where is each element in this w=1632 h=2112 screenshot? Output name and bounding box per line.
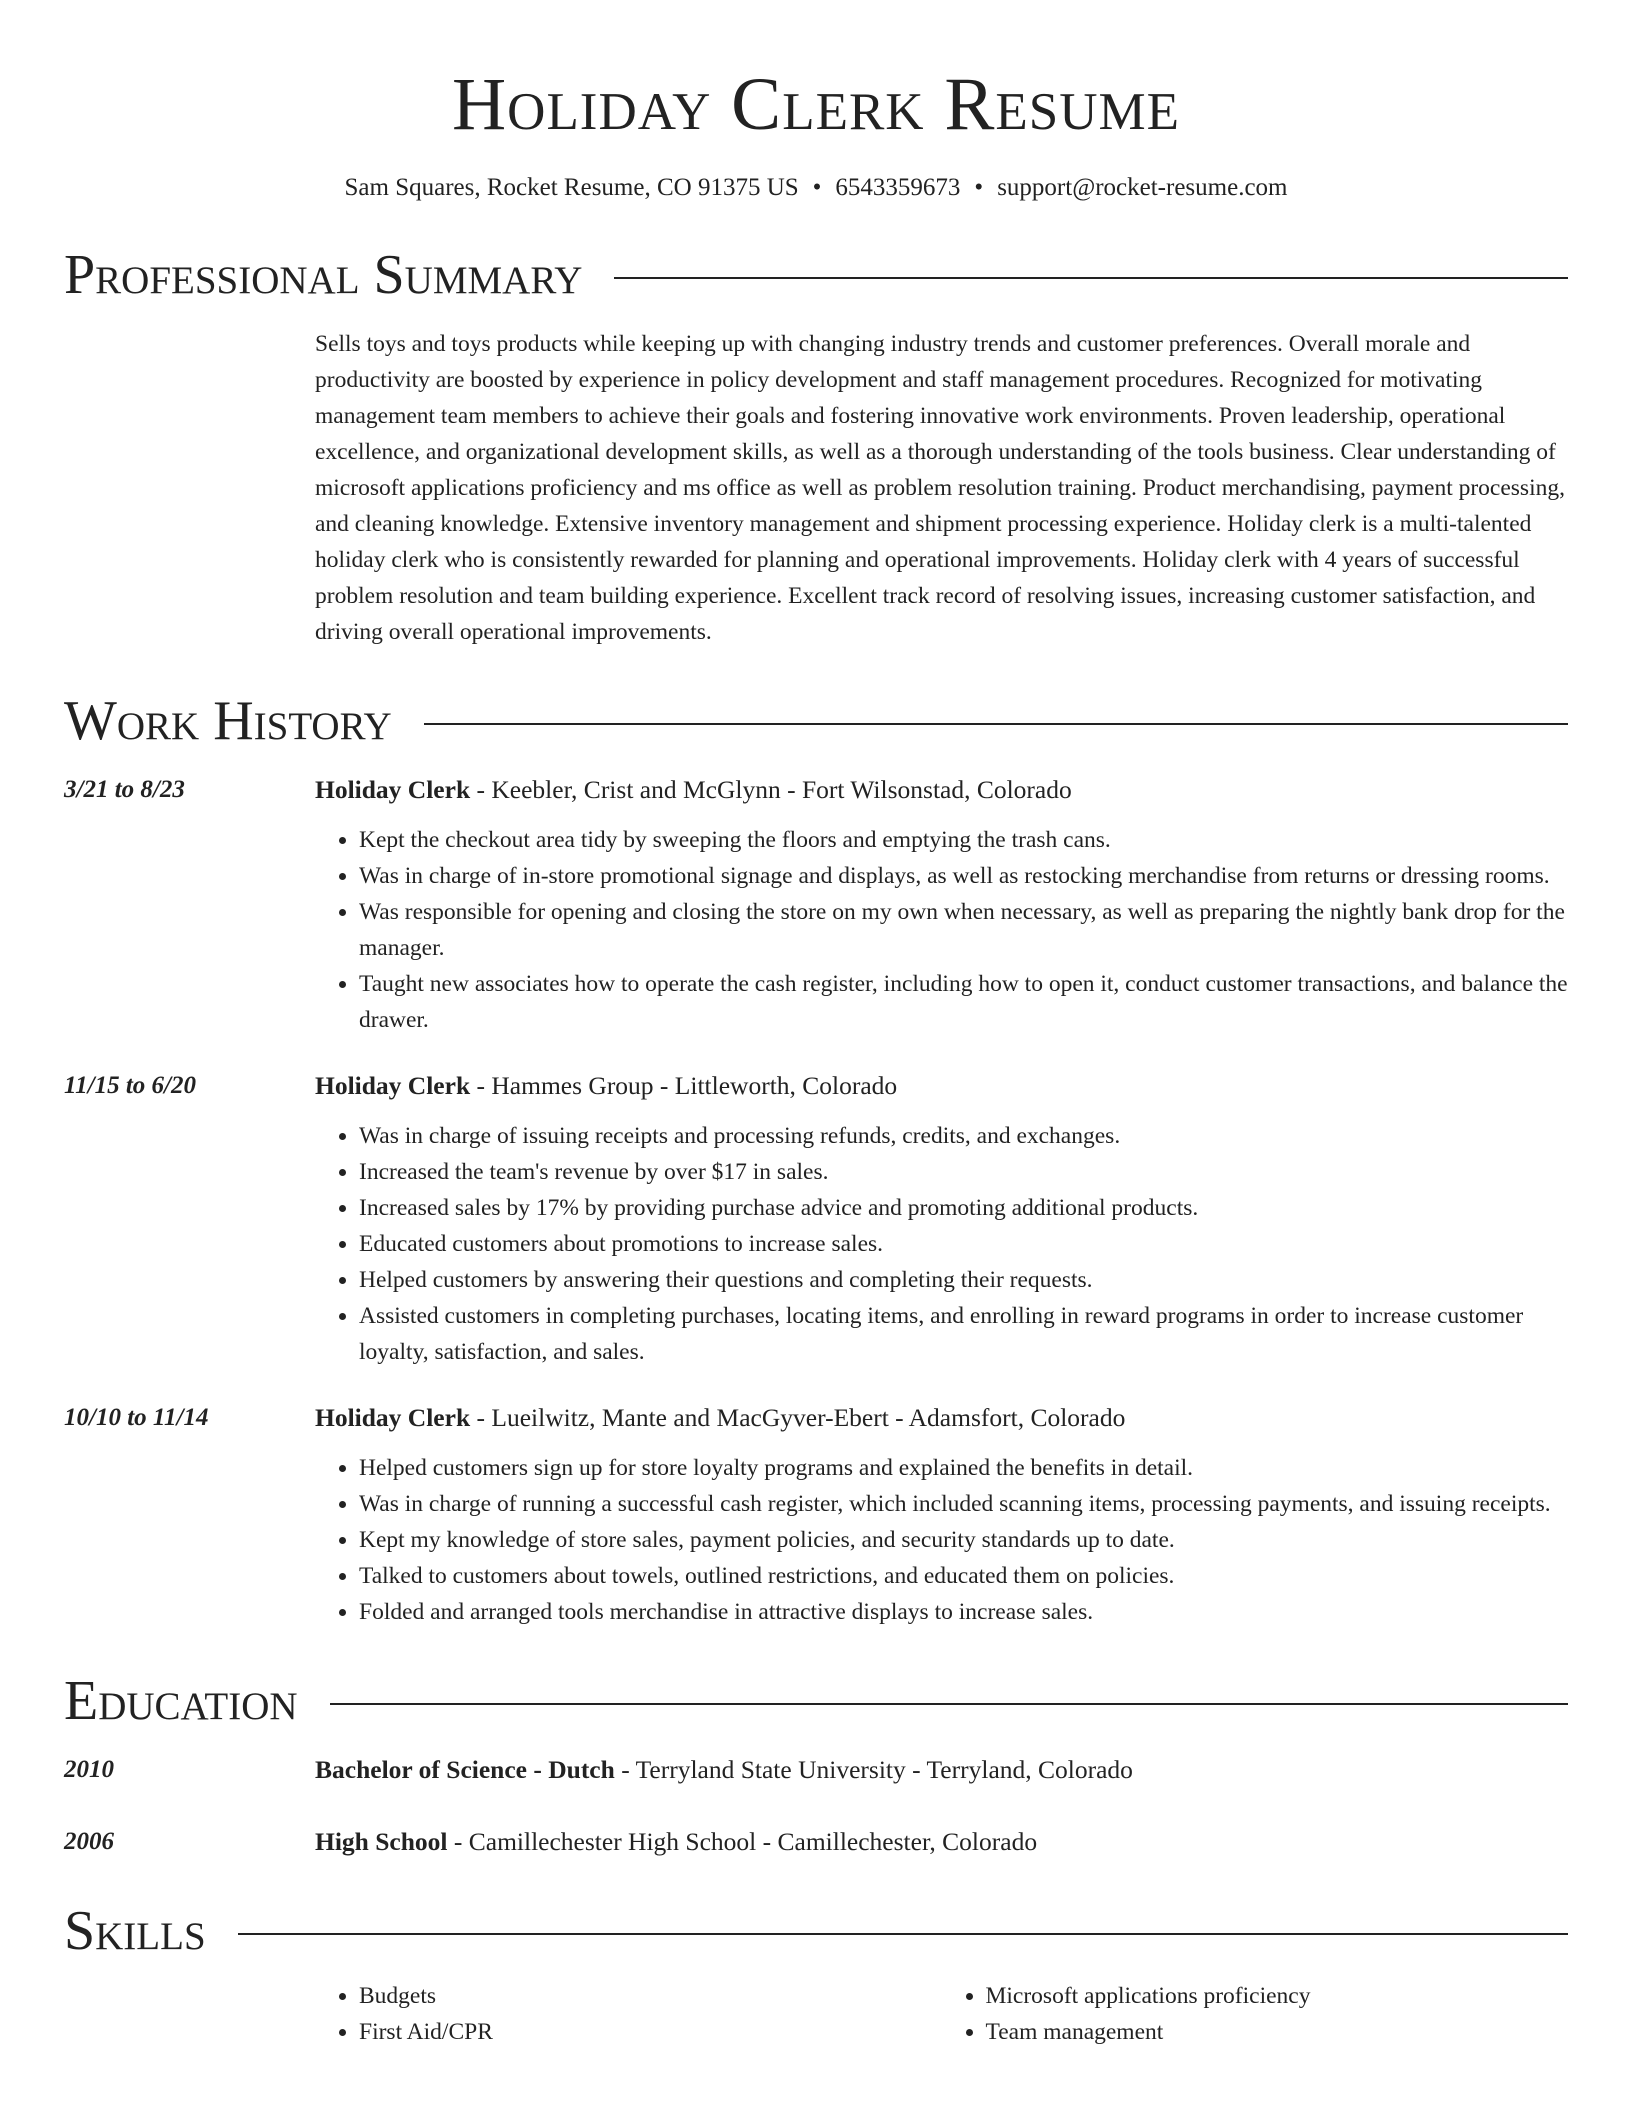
job-dates: 11/15 to 6/20 xyxy=(64,1072,196,1099)
job-bullet: • Kept my knowledge of store sales, payment policies, and security standards up to date. xyxy=(359,1522,1568,1558)
job-bullets xyxy=(315,1118,1568,1370)
section-title-education: Education xyxy=(64,1670,298,1732)
contact-email: support@rocket-resume.com xyxy=(997,174,1288,201)
job-body xyxy=(315,1400,1568,1630)
section-title-skills: Skills xyxy=(64,1900,206,1962)
skills-column-right xyxy=(942,1978,1569,2050)
education-school: - Terryland State University - Terryland, Colorado xyxy=(614,1755,1133,1784)
contact-address: Sam Squares, Rocket Resume, CO 91375 US xyxy=(344,174,799,201)
job-title: Holiday Clerk xyxy=(315,775,471,804)
section-divider xyxy=(424,723,1568,725)
education-entry xyxy=(64,1824,1568,1860)
job-bullet: • Was in charge of issuing receipts and processing refunds, credits, and exchanges. xyxy=(359,1118,1568,1154)
skills-list xyxy=(315,1978,1568,2050)
skill-item: • Team management xyxy=(986,2014,1569,2050)
job-dates: 3/21 to 8/23 xyxy=(64,776,185,803)
education-degree: Bachelor of Science - Dutch xyxy=(315,1755,615,1784)
section-header-education xyxy=(64,1670,1568,1732)
job-bullet: • Taught new associates how to operate the cash register, including how to open it, conduct customer transactions, and balance the drawer. xyxy=(359,966,1568,1038)
job-heading xyxy=(315,1400,1568,1436)
job-bullet: • Talked to customers about towels, outlined restrictions, and educated them on policies. xyxy=(359,1558,1568,1594)
job-bullet: • Increased sales by 17% by providing purchase advice and promoting additional products. xyxy=(359,1190,1568,1226)
skills-column-left xyxy=(315,1978,942,2050)
section-header-summary xyxy=(64,244,1568,306)
job-bullet: • Kept the checkout area tidy by sweeping the floors and emptying the trash cans. xyxy=(359,822,1568,858)
job-title: Holiday Clerk xyxy=(315,1071,471,1100)
section-header-skills xyxy=(64,1900,1568,1962)
section-divider xyxy=(614,277,1568,279)
job-employer: - Lueilwitz, Mante and MacGyver-Ebert - Adamsfort, Colorado xyxy=(470,1403,1126,1432)
job-bullet: • Was responsible for opening and closing the store on my own when necessary, as well as preparing the nightly bank drop for the manager. xyxy=(359,894,1568,966)
job-employer: - Keebler, Crist and McGlynn - Fort Wilsonstad, Colorado xyxy=(470,775,1072,804)
job-employer: - Hammes Group - Littleworth, Colorado xyxy=(470,1071,898,1100)
job-dates: 10/10 to 11/14 xyxy=(64,1404,209,1431)
education-body xyxy=(315,1824,1037,1860)
section-title-work: Work History xyxy=(64,690,392,752)
page-title: Holiday Clerk Resume xyxy=(452,63,1180,146)
job-bullet: • Folded and arranged tools merchandise in attractive displays to increase sales. xyxy=(359,1594,1568,1630)
education-year: 2010 xyxy=(64,1756,114,1783)
job-body xyxy=(315,772,1568,1038)
skill-item: • First Aid/CPR xyxy=(359,2014,942,2050)
job-heading xyxy=(315,772,1568,808)
job-title: Holiday Clerk xyxy=(315,1403,471,1432)
job-entry xyxy=(64,1400,1568,1630)
job-bullets xyxy=(315,1450,1568,1630)
skill-item: • Microsoft applications proficiency xyxy=(986,1978,1569,2014)
section-header-work xyxy=(64,690,1568,752)
resume-page xyxy=(64,0,1568,2050)
job-bullet: • Was in charge of running a successful cash register, which included scanning items, processing payments, and issuing receipts. xyxy=(359,1486,1568,1522)
section-divider xyxy=(238,1933,1568,1935)
job-bullet: • Helped customers by answering their questions and completing their requests. xyxy=(359,1262,1568,1298)
education-degree: High School xyxy=(315,1827,448,1856)
contact-separator: • xyxy=(812,174,822,201)
job-entry xyxy=(64,1068,1568,1370)
job-bullets xyxy=(315,822,1568,1038)
job-entry xyxy=(64,772,1568,1038)
job-bullet: • Was in charge of in-store promotional signage and displays, as well as restocking merchandise from returns or dressing rooms. xyxy=(359,858,1568,894)
summary-text: Sells toys and toys products while keeping up with changing industry trends and customer preferences. Overall morale and productivity are boosted by experience in policy development and staff management procedures. Recognized for motivating management team members to achieve their goals and fostering innovative work environments. Proven leadership, operational excellence, and organizational development skills, as well as a thorough understanding of the tools business. Clear understanding of microsoft applications proficiency and ms office as well as problem resolution training. Product merchandising, payment processing, and cleaning knowledge. Extensive inventory management and shipment processing experience. Holiday clerk is a multi-talented holiday clerk who is consistently rewarded for planning and operational improvements. Holiday clerk with 4 years of successful problem resolution and team building experience. Excellent track record of resolving issues, increasing customer satisfaction, and driving overall operational improvements. xyxy=(315,331,1565,645)
job-heading xyxy=(315,1068,1568,1104)
job-body xyxy=(315,1068,1568,1370)
education-school: - Camillechester High School - Camillechester, Colorado xyxy=(447,1827,1038,1856)
job-bullet: • Increased the team's revenue by over $17 in sales. xyxy=(359,1154,1568,1190)
section-title-summary: Professional Summary xyxy=(64,244,583,306)
education-year: 2006 xyxy=(64,1828,114,1855)
job-bullet: • Educated customers about promotions to increase sales. xyxy=(359,1226,1568,1262)
job-bullet: • Helped customers sign up for store loyalty programs and explained the benefits in detail. xyxy=(359,1450,1568,1486)
education-body xyxy=(315,1752,1133,1788)
contact-line xyxy=(64,172,1568,204)
section-divider xyxy=(330,1703,1568,1705)
education-entry xyxy=(64,1752,1568,1788)
contact-phone: 6543359673 xyxy=(835,174,961,201)
job-bullet: • Assisted customers in completing purchases, locating items, and enrolling in reward programs in order to increase customer loyalty, satisfaction, and sales. xyxy=(359,1298,1568,1370)
skill-item: • Budgets xyxy=(359,1978,942,2014)
contact-separator: • xyxy=(974,174,984,201)
